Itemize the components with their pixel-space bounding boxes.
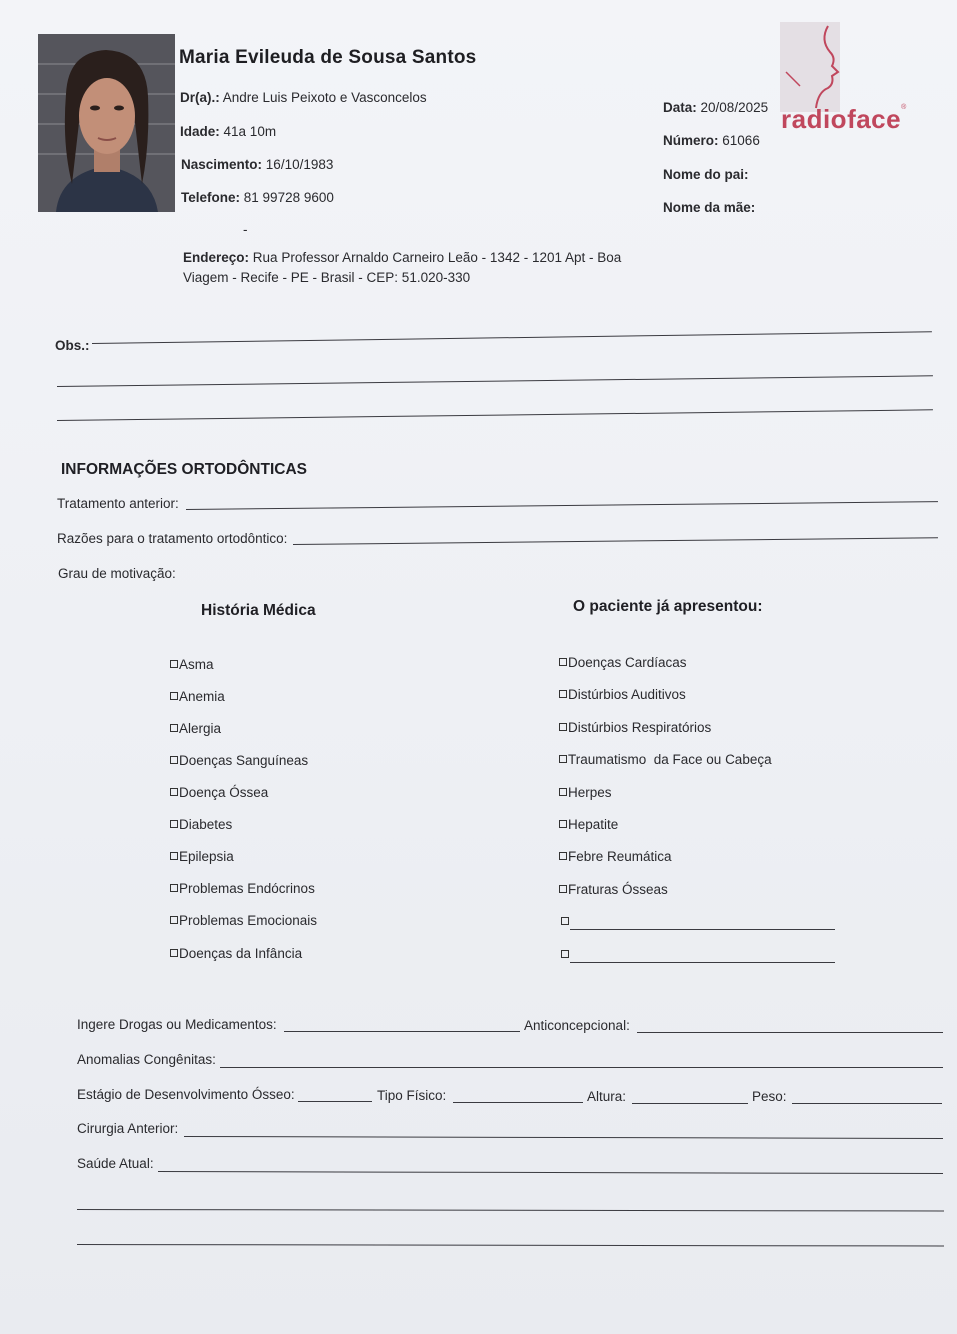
checkbox-square-icon[interactable] xyxy=(559,755,567,763)
checkbox-square-icon[interactable] xyxy=(170,724,178,732)
checkbox-square-icon[interactable] xyxy=(561,950,569,958)
checkbox-doencas-infancia[interactable]: Doenças da Infância xyxy=(170,946,302,961)
obs-line-3[interactable] xyxy=(57,409,933,421)
body-type-line[interactable] xyxy=(453,1102,583,1103)
checkbox-hepatite[interactable]: Hepatite xyxy=(559,817,618,832)
date-label: Data: xyxy=(663,100,697,115)
number-label: Número: xyxy=(663,133,719,148)
health-line-3[interactable] xyxy=(77,1244,944,1247)
previous-treatment-label: Tratamento anterior: xyxy=(57,496,179,511)
drugs-line[interactable] xyxy=(284,1031,520,1032)
mother-label: Nome da mãe: xyxy=(663,200,756,215)
obs-line-2[interactable] xyxy=(57,375,933,387)
father-label: Nome do pai: xyxy=(663,167,749,182)
checkbox-square-icon[interactable] xyxy=(559,788,567,796)
checkbox-doencas-sanguineas[interactable]: Doenças Sanguíneas xyxy=(170,753,308,768)
date-row xyxy=(663,100,768,115)
checkbox-febre-reumatica[interactable]: Febre Reumática xyxy=(559,849,672,864)
logo-registered: ® xyxy=(901,104,907,111)
checkbox-square-icon[interactable] xyxy=(170,949,178,957)
doctor-label: Dr(a).: xyxy=(180,90,220,105)
phone-label: Telefone: xyxy=(181,190,241,205)
checkbox-square-icon[interactable] xyxy=(170,916,178,924)
age-row xyxy=(180,124,276,139)
birth-label: Nascimento: xyxy=(181,157,263,172)
checkbox-square-icon[interactable] xyxy=(559,658,567,666)
health-line-1[interactable] xyxy=(158,1171,943,1174)
checkbox-disturbios-respiratorios[interactable]: Distúrbios Respiratórios xyxy=(559,720,711,735)
checkbox-square-icon[interactable] xyxy=(559,690,567,698)
checkbox-epilepsia[interactable]: Epilepsia xyxy=(170,849,234,864)
anomalies-line[interactable] xyxy=(220,1067,943,1068)
motivation-label: Grau de motivação: xyxy=(58,566,176,581)
number-row xyxy=(663,133,760,148)
radioface-logo xyxy=(781,104,906,135)
obs-label: Obs.: xyxy=(55,338,90,353)
number-value: 61066 xyxy=(722,133,760,148)
obs-line-1[interactable] xyxy=(92,331,932,344)
checkbox-doenca-ossea[interactable]: Doença Óssea xyxy=(170,785,268,800)
anomalies-label: Anomalias Congênitas: xyxy=(77,1052,216,1067)
checkbox-square-icon[interactable] xyxy=(170,884,178,892)
checkbox-square-icon[interactable] xyxy=(170,756,178,764)
checkbox-square-icon[interactable] xyxy=(559,820,567,828)
other-2-line[interactable] xyxy=(570,962,835,963)
checkbox-alergia[interactable]: Alergia xyxy=(170,721,221,736)
patient-name: Maria Evileuda de Sousa Santos xyxy=(179,47,477,68)
bone-stage-line[interactable] xyxy=(298,1101,372,1102)
weight-line[interactable] xyxy=(792,1103,942,1104)
checkbox-disturbios-auditivos[interactable]: Distúrbios Auditivos xyxy=(559,687,686,702)
checkbox-square-icon[interactable] xyxy=(561,917,569,925)
dash-mark: - xyxy=(243,222,248,237)
checkbox-square-icon[interactable] xyxy=(170,692,178,700)
contraceptive-line[interactable] xyxy=(637,1032,943,1033)
health-label: Saúde Atual: xyxy=(77,1156,154,1171)
address-label: Endereço: xyxy=(183,250,250,265)
address-line1: Rua Professor Arnaldo Carneiro Leão - 1342 - 1201 Apt - Boa xyxy=(252,250,622,265)
portrait-image xyxy=(38,34,175,212)
checkbox-square-icon[interactable] xyxy=(559,852,567,860)
checkbox-problemas-emocionais[interactable]: Problemas Emocionais xyxy=(170,913,317,928)
checkbox-square-icon[interactable] xyxy=(170,852,178,860)
date-value: 20/08/2025 xyxy=(700,100,769,115)
checkbox-other-1[interactable] xyxy=(561,914,570,929)
surgery-label: Cirurgia Anterior: xyxy=(77,1121,179,1136)
age-label: Idade: xyxy=(180,124,220,139)
age-value: 41a 10m xyxy=(223,124,277,139)
address-line2: Viagem - Recife - PE - Brasil - CEP: 51.020-330 xyxy=(183,270,471,285)
checkbox-fraturas-osseas[interactable]: Fraturas Ósseas xyxy=(559,882,668,897)
previous-treatment-line[interactable] xyxy=(186,501,938,510)
presented-heading: O paciente já apresentou: xyxy=(573,598,763,615)
health-line-2[interactable] xyxy=(77,1209,944,1212)
logo-wordmark: radioface xyxy=(781,104,902,134)
checkbox-square-icon[interactable] xyxy=(559,723,567,731)
birth-row xyxy=(181,157,333,172)
birth-value: 16/10/1983 xyxy=(265,157,334,172)
doctor-value: Andre Luis Peixoto e Vasconcelos xyxy=(222,90,427,105)
phone-value: 81 99728 9600 xyxy=(243,190,334,205)
body-type-label: Tipo Físico: xyxy=(377,1088,447,1103)
height-line[interactable] xyxy=(632,1103,748,1104)
checkbox-doencas-cardiacas[interactable]: Doenças Cardíacas xyxy=(559,655,687,670)
phone-row xyxy=(181,190,334,205)
ortho-heading: INFORMAÇÕES ORTODÔNTICAS xyxy=(61,461,307,478)
weight-label: Peso: xyxy=(752,1089,787,1104)
checkbox-square-icon[interactable] xyxy=(170,788,178,796)
drugs-label: Ingere Drogas ou Medicamentos: xyxy=(77,1017,277,1032)
checkbox-traumatismo[interactable]: Traumatismo da Face ou Cabeça xyxy=(559,752,772,767)
address-block xyxy=(183,248,621,288)
checkbox-square-icon[interactable] xyxy=(170,660,178,668)
checkbox-asma[interactable]: Asma xyxy=(170,657,214,672)
bone-stage-label: Estágio de Desenvolvimento Ósseo: xyxy=(77,1087,295,1102)
reasons-line[interactable] xyxy=(293,537,938,545)
contraceptive-label: Anticoncepcional: xyxy=(524,1018,630,1033)
checkbox-problemas-endocrinos[interactable]: Problemas Endócrinos xyxy=(170,881,315,896)
checkbox-square-icon[interactable] xyxy=(170,820,178,828)
face-profile-logo-icon xyxy=(780,22,840,112)
other-1-line[interactable] xyxy=(570,929,835,930)
doctor-row xyxy=(180,90,427,105)
reasons-label: Razões para o tratamento ortodôntico: xyxy=(57,531,288,546)
checkbox-diabetes[interactable]: Diabetes xyxy=(170,817,232,832)
checkbox-other-2[interactable] xyxy=(561,947,570,962)
patient-photo xyxy=(38,34,175,212)
surgery-line[interactable] xyxy=(184,1136,943,1139)
medical-history-heading: História Médica xyxy=(201,602,316,619)
height-label: Altura: xyxy=(587,1089,627,1104)
checkbox-square-icon[interactable] xyxy=(559,885,567,893)
checkbox-anemia[interactable]: Anemia xyxy=(170,689,225,704)
checkbox-herpes[interactable]: Herpes xyxy=(559,785,612,800)
